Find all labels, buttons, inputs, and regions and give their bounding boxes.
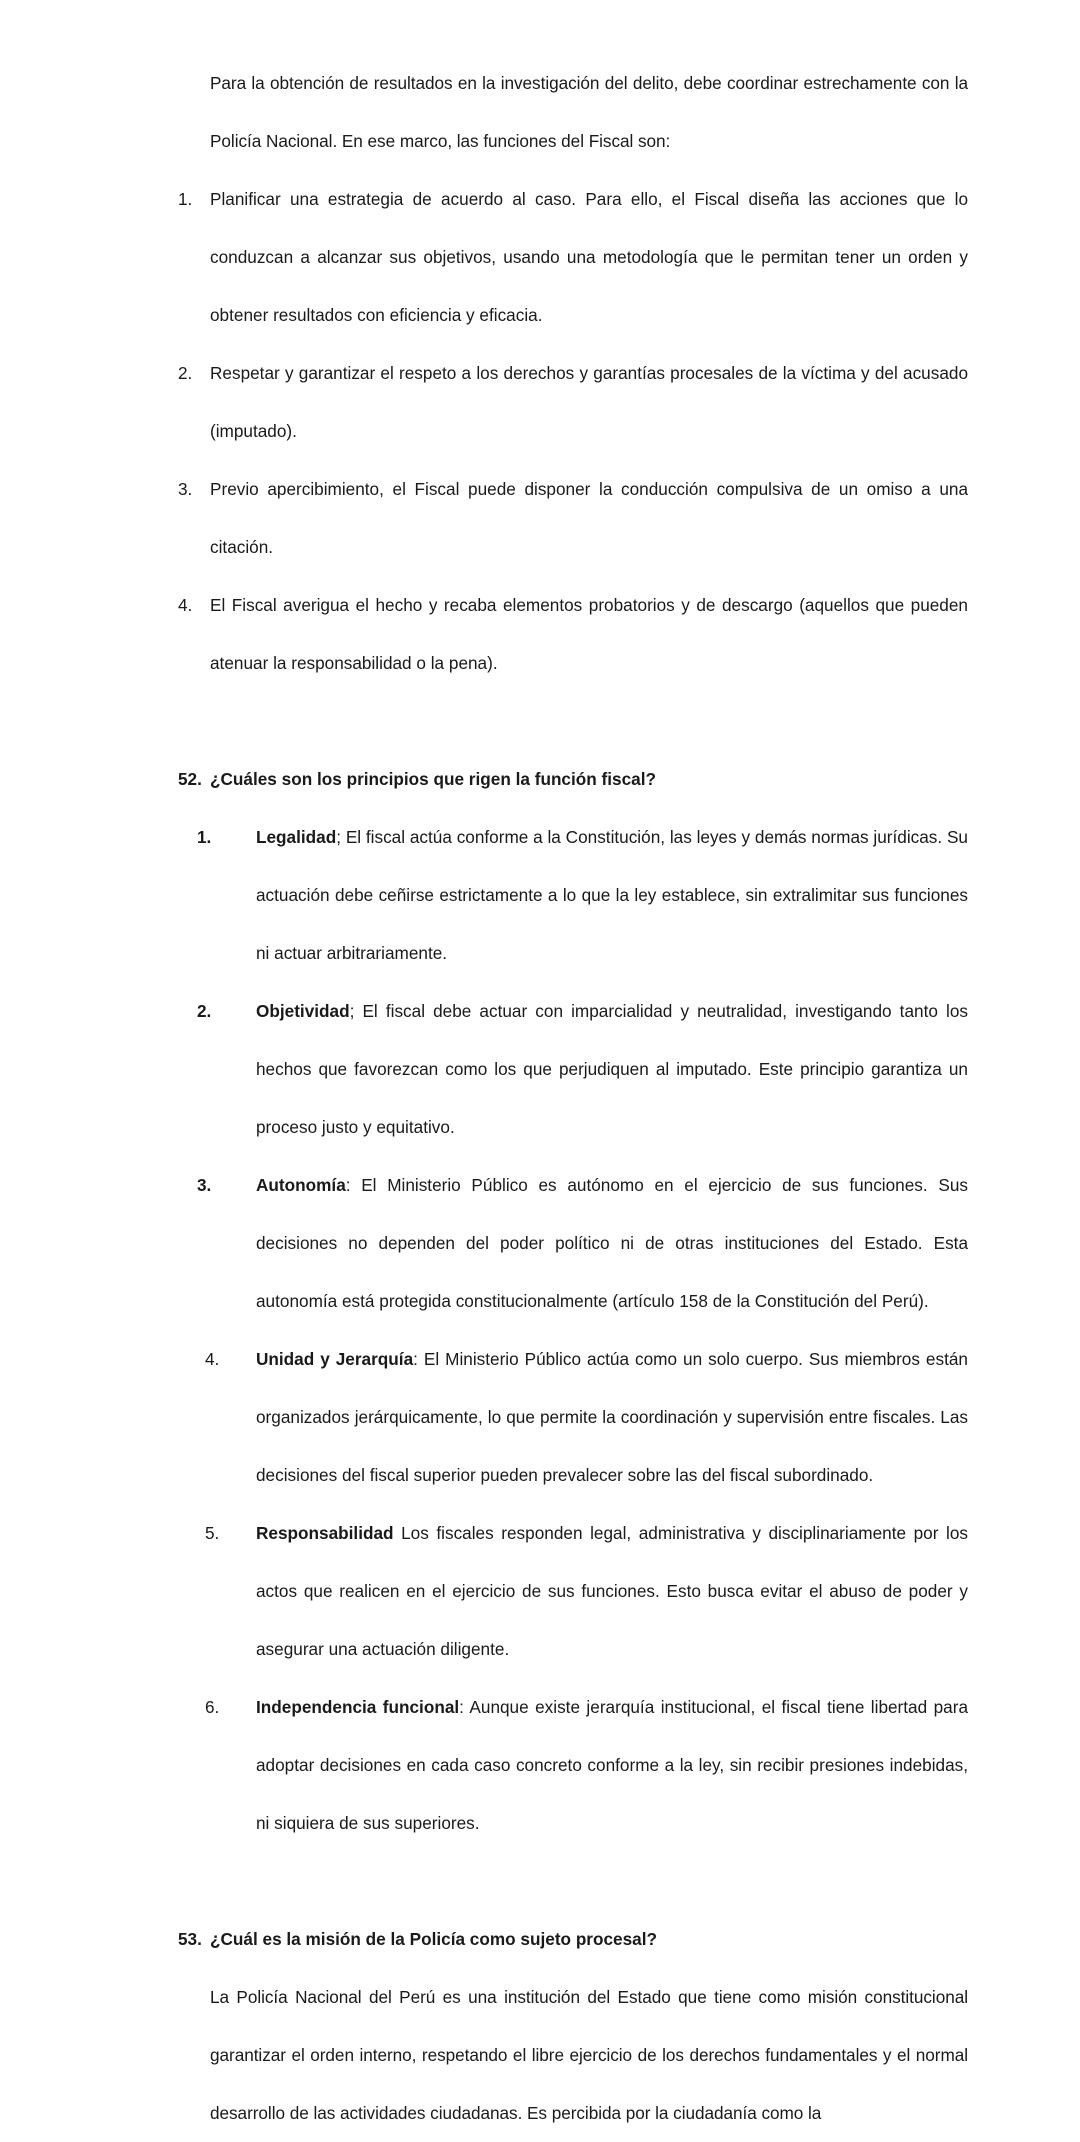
question-52-number: 52.: [178, 769, 202, 789]
principle-term: Independencia funcional: [256, 1697, 460, 1717]
list-item-text: El Fiscal averigua el hecho y recaba elementos probatorios y de descargo (aquellos que pueden atenuar la responsabilidad o la pena).: [210, 595, 968, 673]
principle-description: El Ministerio Público actúa como un solo cuerpo. Sus miembros están organizados jerárquicamente, lo que permite la coordinación y supervisión entre fiscales. Las decisiones del fiscal superior pueden prevalecer sobre las del fiscal subordinado.: [256, 1349, 968, 1485]
question-53-title: ¿Cuál es la misión de la Policía como sujeto procesal?: [210, 1929, 658, 1949]
section-spacer: [178, 692, 968, 750]
list-item-text: [256, 808, 968, 982]
question-52-title: ¿Cuáles son los principios que rigen la función fiscal?: [210, 769, 656, 789]
list-marker: 4.: [205, 1349, 220, 1369]
list-item: [197, 1504, 968, 1678]
fiscal-functions-list: [178, 170, 968, 692]
principle-term: Objetividad: [256, 1001, 350, 1021]
principle-separator: [394, 1523, 402, 1543]
intro-paragraph: Para la obtención de resultados en la investigación del delito, debe coordinar estrechamente con la Policía Nacional. En ese marco, las funciones del Fiscal son:: [210, 73, 968, 151]
document-content: [178, 54, 968, 2142]
principle-term: Responsabilidad: [256, 1523, 394, 1543]
principle-term: Legalidad: [256, 827, 337, 847]
list-item-text: Planificar una estrategia de acuerdo al caso. Para ello, el Fiscal diseña las acciones que lo conduzcan a alcanzar sus objetivos, usando una metodología que le permitan tener un orden y obtener resultados con eficiencia y eficacia.: [210, 189, 968, 325]
principle-separator: ;: [349, 1001, 363, 1021]
principle-description: Aunque existe jerarquía institucional, el fiscal tiene libertad para adoptar decisiones en cada caso concreto conforme a la ley, sin recibir presiones indebidas, ni siquiera de sus superiores.: [256, 1697, 969, 1833]
list-marker: 1.: [178, 189, 193, 209]
list-item: [197, 1678, 968, 1852]
principle-term: Unidad y Jerarquía: [256, 1349, 414, 1369]
principle-separator: ;: [336, 827, 346, 847]
list-marker: 4.: [178, 595, 193, 615]
list-item-text: [256, 1330, 968, 1504]
list-item-text: [256, 1156, 968, 1330]
list-item: [197, 982, 968, 1156]
section-spacer: [178, 1852, 968, 1910]
list-marker: 3.: [197, 1175, 212, 1195]
list-item-text: [256, 982, 968, 1156]
list-item-text: [256, 1504, 968, 1678]
question-52-heading: [178, 750, 968, 808]
question-53-number: 53.: [178, 1929, 202, 1949]
list-item: [178, 170, 968, 344]
list-item: [178, 460, 968, 576]
principle-term: Autonomía: [256, 1175, 346, 1195]
list-marker: 3.: [178, 479, 193, 499]
list-item-text: [256, 1678, 968, 1852]
list-marker: 2.: [178, 363, 193, 383]
list-item: [178, 344, 968, 460]
principles-list: [197, 808, 968, 1852]
question-53-heading: [178, 1910, 968, 1968]
principle-description: El Ministerio Público es autónomo en el ejercicio de sus funciones. Sus decisiones no dependen del poder político ni de otras instituciones del Estado. Esta autonomía está protegida constitucionalmente (artículo 158 de la Constitución del Perú).: [256, 1175, 968, 1311]
list-item: [197, 808, 968, 982]
list-item: [197, 1156, 968, 1330]
principle-description: Los fiscales responden legal, administrativa y disciplinariamente por los actos que realicen en el ejercicio de sus funciones. Esto busca evitar el abuso de poder y asegurar una actuación diligente.: [256, 1523, 969, 1659]
principle-separator: :: [413, 1349, 424, 1369]
list-marker: 5.: [205, 1523, 220, 1543]
principle-description: El fiscal debe actuar con imparcialidad y neutralidad, investigando tanto los hechos que favorezcan como los que perjudiquen al imputado. Este principio garantiza un proceso justo y equitativo.: [256, 1001, 968, 1137]
principle-separator: :: [345, 1175, 362, 1195]
question-53-answer: La Policía Nacional del Perú es una institución del Estado que tiene como misión constitucional garantizar el orden interno, respetando el libre ejercicio de los derechos fundamentales y el normal desarrollo de las actividades ciudadanas. Es percibida por la ciudadanía como la: [210, 1987, 968, 2123]
list-marker: 1.: [197, 827, 212, 847]
list-marker: 2.: [197, 1001, 212, 1021]
principle-description: El fiscal actúa conforme a la Constitución, las leyes y demás normas jurídicas. Su actuación debe ceñirse estrictamente a lo que la ley establece, sin extralimitar sus funciones ni actuar arbitrariamente.: [256, 827, 968, 963]
list-item-text: Respetar y garantizar el respeto a los derechos y garantías procesales de la víctima y del acusado (imputado).: [210, 363, 968, 441]
principle-separator: :: [459, 1697, 470, 1717]
list-marker: 6.: [205, 1697, 220, 1717]
list-item-text: Previo apercibimiento, el Fiscal puede disponer la conducción compulsiva de un omiso a una citación.: [210, 479, 968, 557]
list-item: [197, 1330, 968, 1504]
list-item: [178, 576, 968, 692]
